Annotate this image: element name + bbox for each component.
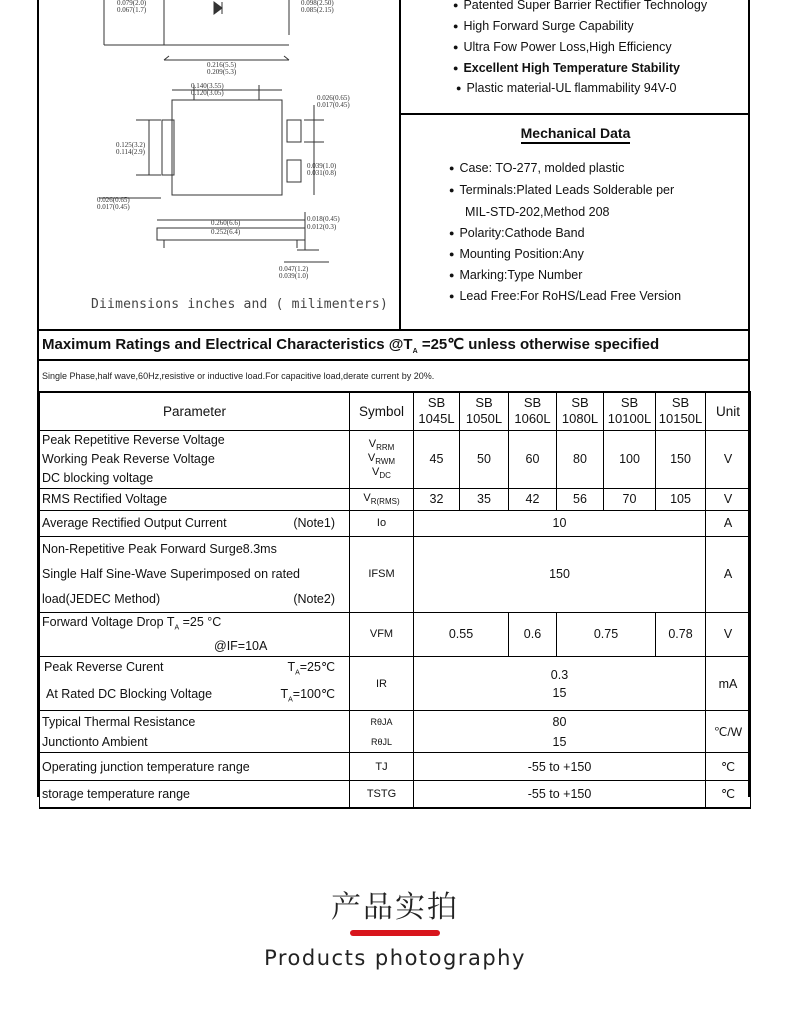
svg-text:0.260(6.6): 0.260(6.6) (211, 219, 241, 227)
mech-item: MIL-STD-202,Method 208 (465, 205, 610, 219)
unit-cell: V (706, 612, 751, 657)
value-cell: -55 to +150 (414, 781, 706, 808)
value-cell: 32 (414, 488, 460, 510)
unit-cell: ℃/W (706, 711, 751, 753)
svg-text:0.252(6.4): 0.252(6.4) (211, 228, 241, 236)
param-cell: storage temperature range (40, 781, 350, 808)
header-model: SB 10150L (656, 392, 706, 430)
value-cell: 70 (604, 488, 656, 510)
value-cell: 45 (414, 430, 460, 488)
table-row (40, 711, 751, 753)
mechanical-data-title: Mechanical Data (401, 125, 750, 141)
section-title-cn: 产品实拍 (331, 891, 459, 924)
param-cell: Typical Thermal Resistance Junctionto Ambient (40, 711, 350, 753)
svg-text:0.098(2.50): 0.098(2.50) (301, 0, 334, 7)
value-cell: 0.55 (414, 612, 509, 657)
svg-text:0.026(0.65): 0.026(0.65) (97, 196, 130, 204)
param-cell: Average Rectified Output Current (Note1) (40, 510, 350, 536)
unit-cell: A (706, 510, 751, 536)
svg-text:0.085(2.15): 0.085(2.15) (301, 6, 334, 14)
param-cell: Peak Repetitive Reverse Voltage Working Peak Reverse Voltage DC blocking voltage (40, 430, 350, 488)
unit-cell: ℃ (706, 753, 751, 781)
mech-item: ● Terminals:Plated Leads Solderable per (449, 183, 674, 197)
value-cell: 50 (460, 430, 509, 488)
table-header-row (40, 392, 751, 430)
mechanical-data-panel (401, 115, 750, 329)
svg-text:0.039(1.0): 0.039(1.0) (307, 162, 337, 170)
unit-cell: V (706, 430, 751, 488)
symbol-cell: TJ (350, 753, 414, 781)
symbol-cell: IFSM (350, 536, 414, 612)
title-underline-bar (350, 930, 440, 936)
value-cell: 150 (414, 536, 706, 612)
mech-item: ● Marking:Type Number (449, 268, 582, 282)
value-cell: 35 (460, 488, 509, 510)
mech-item: ● Mounting Position:Any (449, 247, 584, 261)
symbol-cell: RθJA RθJL (350, 711, 414, 753)
value-cell: -55 to +150 (414, 753, 706, 781)
header-parameter: Parameter (40, 392, 350, 430)
datasheet (37, 0, 750, 802)
unit-cell: mA (706, 657, 751, 711)
value-cell: 105 (656, 488, 706, 510)
header-model: SB 10100L (604, 392, 656, 430)
value-cell: 0.6 (509, 612, 557, 657)
svg-text:0.017(0.45): 0.017(0.45) (317, 101, 350, 109)
table-row (40, 612, 751, 657)
table-row (40, 781, 751, 808)
header-model: SB 1050L (460, 392, 509, 430)
svg-text:0.031(0.8): 0.031(0.8) (307, 169, 337, 177)
symbol-cell: VFM (350, 612, 414, 657)
svg-text:0.079(2.0): 0.079(2.0) (117, 0, 147, 7)
svg-text:0.047(1.2): 0.047(1.2) (279, 265, 309, 273)
svg-text:0.012(0.3): 0.012(0.3) (307, 223, 337, 231)
header-model: SB 1045L (414, 392, 460, 430)
param-cell: Non-Repetitive Peak Forward Surge8.3ms Single Half Sine-Wave Superimposed on rated load(JEDEC Method) (Note2) (40, 536, 350, 612)
symbol-cell: $V_{R(RMS)}$ (350, 488, 414, 510)
header-unit: Unit (706, 392, 751, 430)
header-model: SB 1060L (509, 392, 557, 430)
feature-item: ● High Forward Surge Capability (453, 19, 634, 33)
value-cell: 0.75 (557, 612, 656, 657)
table-row (40, 753, 751, 781)
outline-drawing (39, 0, 399, 329)
value-cell: 80 15 (414, 711, 706, 753)
table-row (40, 488, 751, 510)
svg-text:0.017(0.45): 0.017(0.45) (97, 203, 130, 211)
svg-text:0.026(0.65): 0.026(0.65) (317, 94, 350, 102)
header-symbol: Symbol (350, 392, 414, 430)
ratings-table (39, 391, 751, 809)
feature-item: ● Patented Super Barrier Rectifier Technology (453, 0, 707, 12)
svg-text:0.018(0.45): 0.018(0.45) (307, 215, 340, 223)
value-cell: 56 (557, 488, 604, 510)
value-cell: 80 (557, 430, 604, 488)
section-title-en: Products photography (264, 946, 526, 970)
symbol-cell: IR (350, 657, 414, 711)
mech-item: ● Polarity:Cathode Band (449, 226, 585, 240)
value-cell: 42 (509, 488, 557, 510)
svg-text:0.209(5.3): 0.209(5.3) (207, 68, 237, 76)
feature-item: ● Ultra Fow Power Loss,High Efficiency (453, 40, 672, 54)
ratings-note: Single Phase,half wave,60Hz,resistive or inductive load.For capacitive load,derate current by 20%. (42, 371, 435, 381)
param-cell: Forward Voltage Drop $T_A =25$ °C @IF=10A (40, 612, 350, 657)
value-cell: 0.78 (656, 612, 706, 657)
svg-text:0.114(2.9): 0.114(2.9) (116, 148, 145, 156)
symbol-cell: TSTG (350, 781, 414, 808)
features-panel (401, 0, 750, 115)
svg-text:0.216(5.5): 0.216(5.5) (207, 61, 237, 69)
svg-text:0.120(3.05): 0.120(3.05) (191, 89, 224, 97)
svg-text:0.067(1.7): 0.067(1.7) (117, 6, 147, 14)
table-row (40, 430, 751, 488)
feature-item: ● Excellent High Temperature Stability (453, 61, 680, 75)
ratings-title: Maximum Ratings and Electrical Characteristics $@T_A$ =25℃ unless otherwise specified (39, 329, 748, 361)
header-model: SB 1080L (557, 392, 604, 430)
param-cell: Peak Reverse Curent $T_A=25℃$ At Rated DC Blocking Voltage $T_A=100℃$ (40, 657, 350, 711)
value-cell: 60 (509, 430, 557, 488)
param-cell: Operating junction temperature range (40, 753, 350, 781)
svg-text:0.125(3.2): 0.125(3.2) (116, 141, 146, 149)
package-dimension-drawing (39, 0, 401, 329)
table-row (40, 536, 751, 612)
table-row (40, 657, 751, 711)
svg-text:0.039(1.0): 0.039(1.0) (279, 272, 309, 280)
mech-item: ● Lead Free:For RoHS/Lead Free Version (449, 289, 681, 303)
dimension-labels (97, 0, 350, 280)
dimension-caption: Diimensions inches and ( milimenters) (91, 297, 388, 312)
feature-item: ● Plastic material-UL flammability 94V-0 (456, 81, 676, 95)
unit-cell: ℃ (706, 781, 751, 808)
value-cell: 100 (604, 430, 656, 488)
svg-text:0.140(3.55): 0.140(3.55) (191, 82, 224, 90)
value-cell: 0.3 15 (414, 657, 706, 711)
unit-cell: V (706, 488, 751, 510)
symbol-cell: Io (350, 510, 414, 536)
value-cell: 10 (414, 510, 706, 536)
table-row (40, 510, 751, 536)
symbol-cell: $V_{RRM}$ $V_{RWM}$ $V_{DC}$ (350, 430, 414, 488)
mech-item: ● Case: TO-277, molded plastic (449, 161, 624, 175)
unit-cell: A (706, 536, 751, 612)
param-cell: RMS Rectified Voltage (40, 488, 350, 510)
value-cell: 150 (656, 430, 706, 488)
